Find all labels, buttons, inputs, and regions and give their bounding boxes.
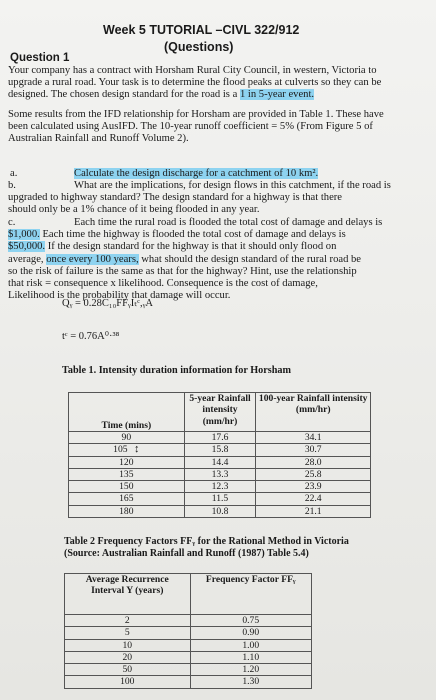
part-c-text: average, [8, 253, 44, 265]
return-period-highlight: once every 100 years, [46, 253, 139, 265]
intensity-100yr-cell: 28.0 [256, 456, 371, 468]
part-c-line [8, 217, 382, 229]
rational-formula: Qᵧ = 0.28C₁₀FFᵧIₜᶜ,ᵧA [62, 298, 153, 309]
intro-line [8, 89, 381, 101]
cost-highway-highlight: $50,000. [8, 241, 46, 253]
five-year-header: 5-year Rainfall intensity (mm/hr) [184, 393, 256, 432]
part-c-line: so the risk of failure is the same as that for the highway? Hint, use the relationship [8, 265, 357, 277]
intensity-100yr-cell: 22.4 [256, 493, 371, 505]
part-c-line [8, 254, 382, 266]
part-c [8, 217, 382, 302]
table-row [69, 468, 371, 480]
table-row [65, 664, 312, 676]
table-row [65, 676, 312, 688]
part-c-text: Each time the highway is flooded the total cost of damage and delays is [42, 229, 346, 241]
part-c-text: If the design standard for the highway is that it should only flood on [47, 241, 337, 253]
table-row [65, 639, 312, 651]
time-cell: 180 [69, 505, 185, 517]
ffy-cell: 1.00 [190, 639, 311, 651]
hundred-year-header: 100-year Rainfall intensity (mm/hr) [256, 393, 371, 432]
part-b-text: What are the implications, for design flows in this catchment, if the road is [74, 180, 391, 191]
part-b-label: b. [8, 180, 16, 191]
intensity-5yr-cell: 17.6 [184, 432, 256, 444]
ifd-line: been calculated using AusIFD. The 10-year runoff coefficient = 5% (From Figure 5 of [8, 121, 373, 133]
time-cell: 165 [69, 493, 185, 505]
intro-line: upgrade a rural road. Your task is to determine the flood peaks at culverts so they can be [8, 77, 382, 89]
ifd-paragraph [8, 109, 384, 146]
page-subtitle: (Questions) [164, 40, 234, 54]
table2-caption-line: Table 2 Frequency Factors FFᵧ for the Rational Method in Victoria [64, 536, 349, 547]
part-c-text: Each time the rural road is flooded the total cost of damage and delays is [74, 217, 383, 228]
intensity-5yr-cell: 12.3 [184, 481, 256, 493]
table2-caption-line: (Source: Australian Rainfall and Runoff (1987) Table 5.4) [64, 548, 309, 559]
intensity-5yr-cell: 15.8 [184, 444, 256, 456]
part-c-line [8, 241, 382, 253]
time-value: 105 [113, 444, 128, 456]
time-cell: 150 [69, 481, 185, 493]
ari-cell: 2 [65, 615, 191, 627]
ari-cell: 100 [65, 676, 191, 688]
ari-cell: 10 [65, 639, 191, 651]
part-a-highlight: Calculate the design discharge for a catchment of 10 km². [74, 168, 319, 179]
intensity-5yr-cell: 14.4 [184, 456, 256, 468]
part-c-label: c. [8, 217, 16, 228]
ffy-cell: 0.90 [190, 627, 311, 639]
part-c-line: that risk = consequence x likelihood. Consequence is the cost of damage, [8, 278, 318, 290]
table-header-row [65, 574, 312, 615]
intensity-100yr-cell: 21.1 [256, 505, 371, 517]
ffy-cell: 1.30 [190, 676, 311, 688]
part-b-line: should only be a 1% chance of it being flooded in any year. [8, 204, 260, 216]
ari-cell: 50 [65, 664, 191, 676]
table-row [65, 627, 312, 639]
tc-formula: tᶜ = 0.76A⁰·³⁸ [62, 331, 120, 342]
table-row [69, 456, 371, 468]
intensity-100yr-cell: 34.1 [256, 432, 371, 444]
part-b-line: upgraded to highway standard? The design standard for a highway is that there [8, 192, 342, 204]
intensity-table [68, 392, 371, 518]
ari-header: Average Recurrence Interval Y (years) [65, 574, 191, 615]
part-c-line: Likelihood is the probability that damage will occur. [8, 290, 231, 302]
intensity-100yr-cell: 25.8 [256, 468, 371, 480]
updown-arrow-icon: ↕ [133, 443, 140, 456]
table1-caption: Table 1. Intensity duration information for Horsham [62, 365, 291, 376]
part-c-text: what should the design standard of the rural road be [141, 253, 362, 265]
design-standard-highlight: 1 in 5-year event. [239, 89, 315, 101]
intensity-5yr-cell: 11.5 [184, 493, 256, 505]
part-a-label: a. [10, 168, 18, 179]
ffy-cell: 1.10 [190, 651, 311, 663]
part-c-line [8, 229, 382, 241]
part-b-line [8, 180, 391, 192]
time-cell: 90 [69, 432, 185, 444]
table-row [69, 481, 371, 493]
part-a [10, 168, 318, 180]
table-row [69, 444, 371, 456]
intro-paragraph [8, 65, 381, 102]
part-b [8, 180, 391, 217]
table-row [69, 493, 371, 505]
table-row [69, 505, 371, 517]
table-row [65, 651, 312, 663]
table-header-row [69, 393, 371, 432]
intensity-100yr-cell: 30.7 [256, 444, 371, 456]
time-cell: 135 [69, 468, 185, 480]
time-cell: 120 [69, 456, 185, 468]
intensity-5yr-cell: 10.8 [184, 505, 256, 517]
ifd-line: Some results from the IFD relationship for Horsham are provided in Table 1. These have [8, 109, 384, 120]
question-heading: Question 1 [10, 52, 70, 64]
ari-cell: 20 [65, 651, 191, 663]
frequency-factor-header: Frequency Factor FFᵧ [190, 574, 311, 615]
intro-text: designed. The chosen design standard for the road is a [8, 89, 238, 101]
cost-rural-highlight: $1,000. [8, 229, 40, 241]
table2-caption [64, 536, 349, 560]
page-title: Week 5 TUTORIAL –CIVL 322/912 [103, 23, 300, 37]
ffy-cell: 1.20 [190, 664, 311, 676]
ari-cell: 5 [65, 627, 191, 639]
ffy-cell: 0.75 [190, 615, 311, 627]
ifd-line: Australian Rainfall and Runoff Volume 2). [8, 133, 189, 145]
intensity-5yr-cell: 13.3 [184, 468, 256, 480]
table-row [65, 615, 312, 627]
intro-line: Your company has a contract with Horsham Rural City Council, in western, Victoria to [8, 65, 377, 76]
intensity-100yr-cell: 23.9 [256, 481, 371, 493]
frequency-factor-table [64, 573, 312, 689]
time-header: Time (mins) [69, 393, 185, 432]
table-row [69, 432, 371, 444]
time-cell [69, 444, 185, 456]
